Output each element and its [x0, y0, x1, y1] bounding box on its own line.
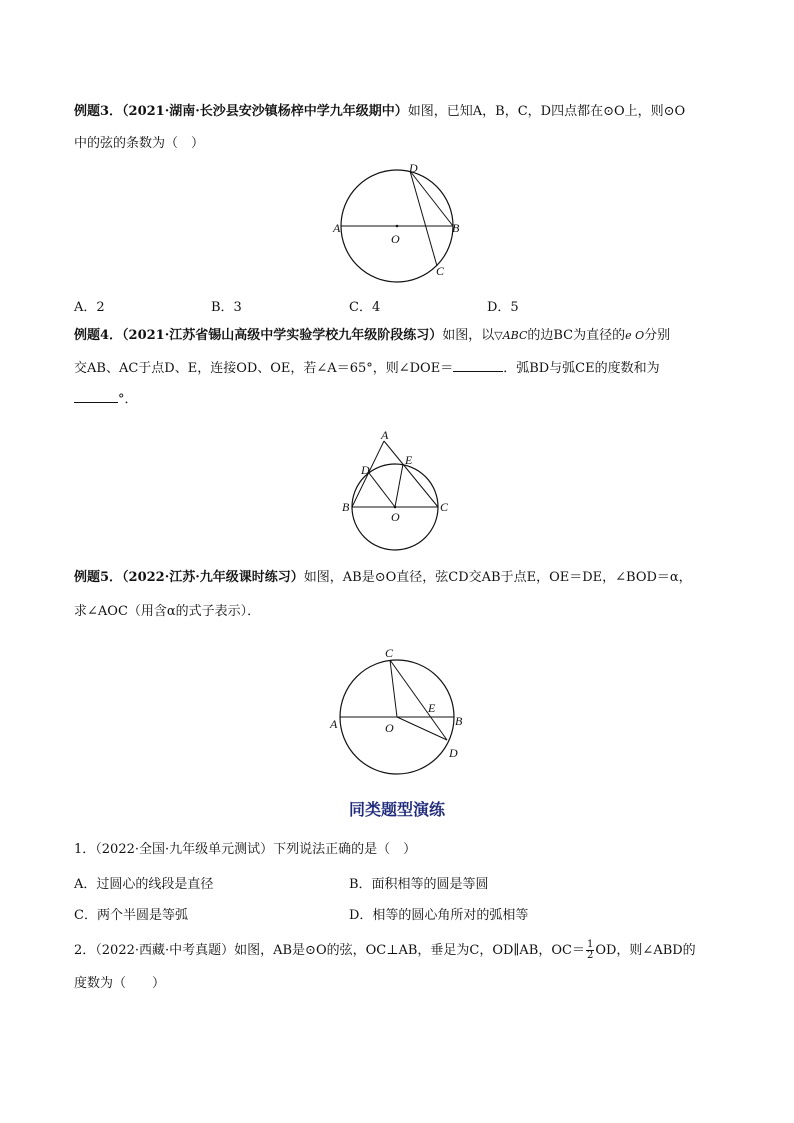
example3-tag: 例题3． [74, 104, 123, 119]
example3-option-b: B．3 [211, 300, 242, 315]
section-title: 同类题型演练 [348, 800, 445, 819]
label-c: C [440, 500, 449, 514]
fraction-numerator: 1 [586, 939, 594, 950]
chord-dc [410, 171, 437, 266]
label-c: C [385, 646, 394, 660]
question1-option-c: C．两个半圆是等弧 [74, 908, 188, 923]
example4-text3: °． [118, 392, 138, 407]
example4-text1c: 分别 [644, 328, 671, 343]
center-dot [396, 225, 399, 228]
label-e: E [405, 453, 413, 467]
question1-option-b: B．面积相等的圆是等圆 [349, 877, 489, 892]
example3-line1 [74, 103, 685, 121]
chord-db [410, 171, 453, 226]
example4-tag: 例题4． [74, 328, 123, 343]
example4-line2 [74, 359, 660, 378]
example3-line2: 中的弦的条数为（ ） [74, 136, 205, 151]
example4-source: （2021·江苏省锡山高级中学实验学校九年级阶段练习） [122, 328, 443, 343]
label-a: A [333, 221, 341, 235]
label-e: E [428, 701, 436, 715]
label-d: D [409, 161, 418, 175]
example5-source: （2022·江苏·九年级课时练习） [122, 570, 304, 585]
example3-figure [330, 162, 470, 287]
label-o: O [391, 232, 400, 246]
question1-stem: 1．（2022·全国·九年级单元测试）下列说法正确的是（ ） [74, 842, 417, 857]
label-d: D [449, 746, 458, 760]
chord-cd [390, 660, 447, 740]
example3-option-c: C．4 [349, 300, 381, 315]
example4-figure [336, 425, 460, 553]
question1-option-a: A．过圆心的线段是直径 [74, 877, 214, 892]
question2-line2: 度数为（ ） [74, 976, 166, 991]
label-b: B [342, 500, 350, 514]
example5-line2: 求∠AOC（用含α的式子表示）． [74, 604, 261, 619]
question1-option-d: D．相等的圆心角所对的弧相等 [349, 908, 529, 923]
example5-text1: 如图，AB是⊙O直径，弦CD交AB于点E，OE＝DE，∠BOD＝α， [303, 570, 692, 585]
example4-line3 [74, 390, 138, 409]
example5-line1 [74, 569, 692, 587]
answer-blank-doe[interactable] [453, 359, 503, 372]
label-b: B [452, 221, 460, 235]
segment-od [397, 717, 447, 740]
question2-line1 [74, 940, 696, 961]
label-b: B [455, 714, 463, 728]
fraction-denominator: 2 [586, 950, 594, 961]
example4-text1b: 的边BC为直径的 [527, 328, 626, 343]
label-a: A [381, 428, 389, 442]
example3-option-a: A．2 [74, 300, 105, 315]
example5-tag: 例题5． [74, 570, 123, 585]
label-d: D [361, 463, 370, 477]
example4-text1a: 如图，以 [442, 328, 495, 343]
example3-text1: 如图，已知A，B，C，D四点都在⊙O上，则⊙O [407, 104, 686, 119]
example4-circle-symbol: e O [625, 329, 645, 342]
answer-blank-arc-sum[interactable] [74, 390, 118, 403]
segment-oe [395, 464, 403, 507]
label-a: A [330, 717, 338, 731]
example4-triangle: ▽ABC [494, 329, 528, 342]
center-dot [394, 506, 397, 509]
label-c: C [436, 264, 445, 278]
label-o: O [391, 510, 400, 524]
example5-figure [326, 642, 474, 772]
fraction-one-half [586, 940, 594, 961]
label-o: O [385, 721, 394, 735]
side-ac [384, 441, 438, 507]
segment-od [369, 473, 395, 507]
example4-text2a: 交AB、AC于点D、E，连接OD、OE，若∠A＝65°，则∠DOE＝ [74, 361, 454, 376]
example4-text2b: ．弧BD与弧CE的度数和为 [503, 361, 660, 376]
example3-source: （2021·湖南·长沙县安沙镇杨梓中学九年级期中） [122, 104, 408, 119]
example3-option-d: D．5 [487, 300, 519, 315]
question2-text1b: OD，则∠ABD的 [595, 943, 696, 958]
example4-line1 [74, 327, 670, 345]
question2-text1a: 2．（2022·西藏·中考真题）如图，AB是⊙O的弦，OC⊥AB，垂足为C，OD∥AB，OC＝ [74, 943, 585, 958]
